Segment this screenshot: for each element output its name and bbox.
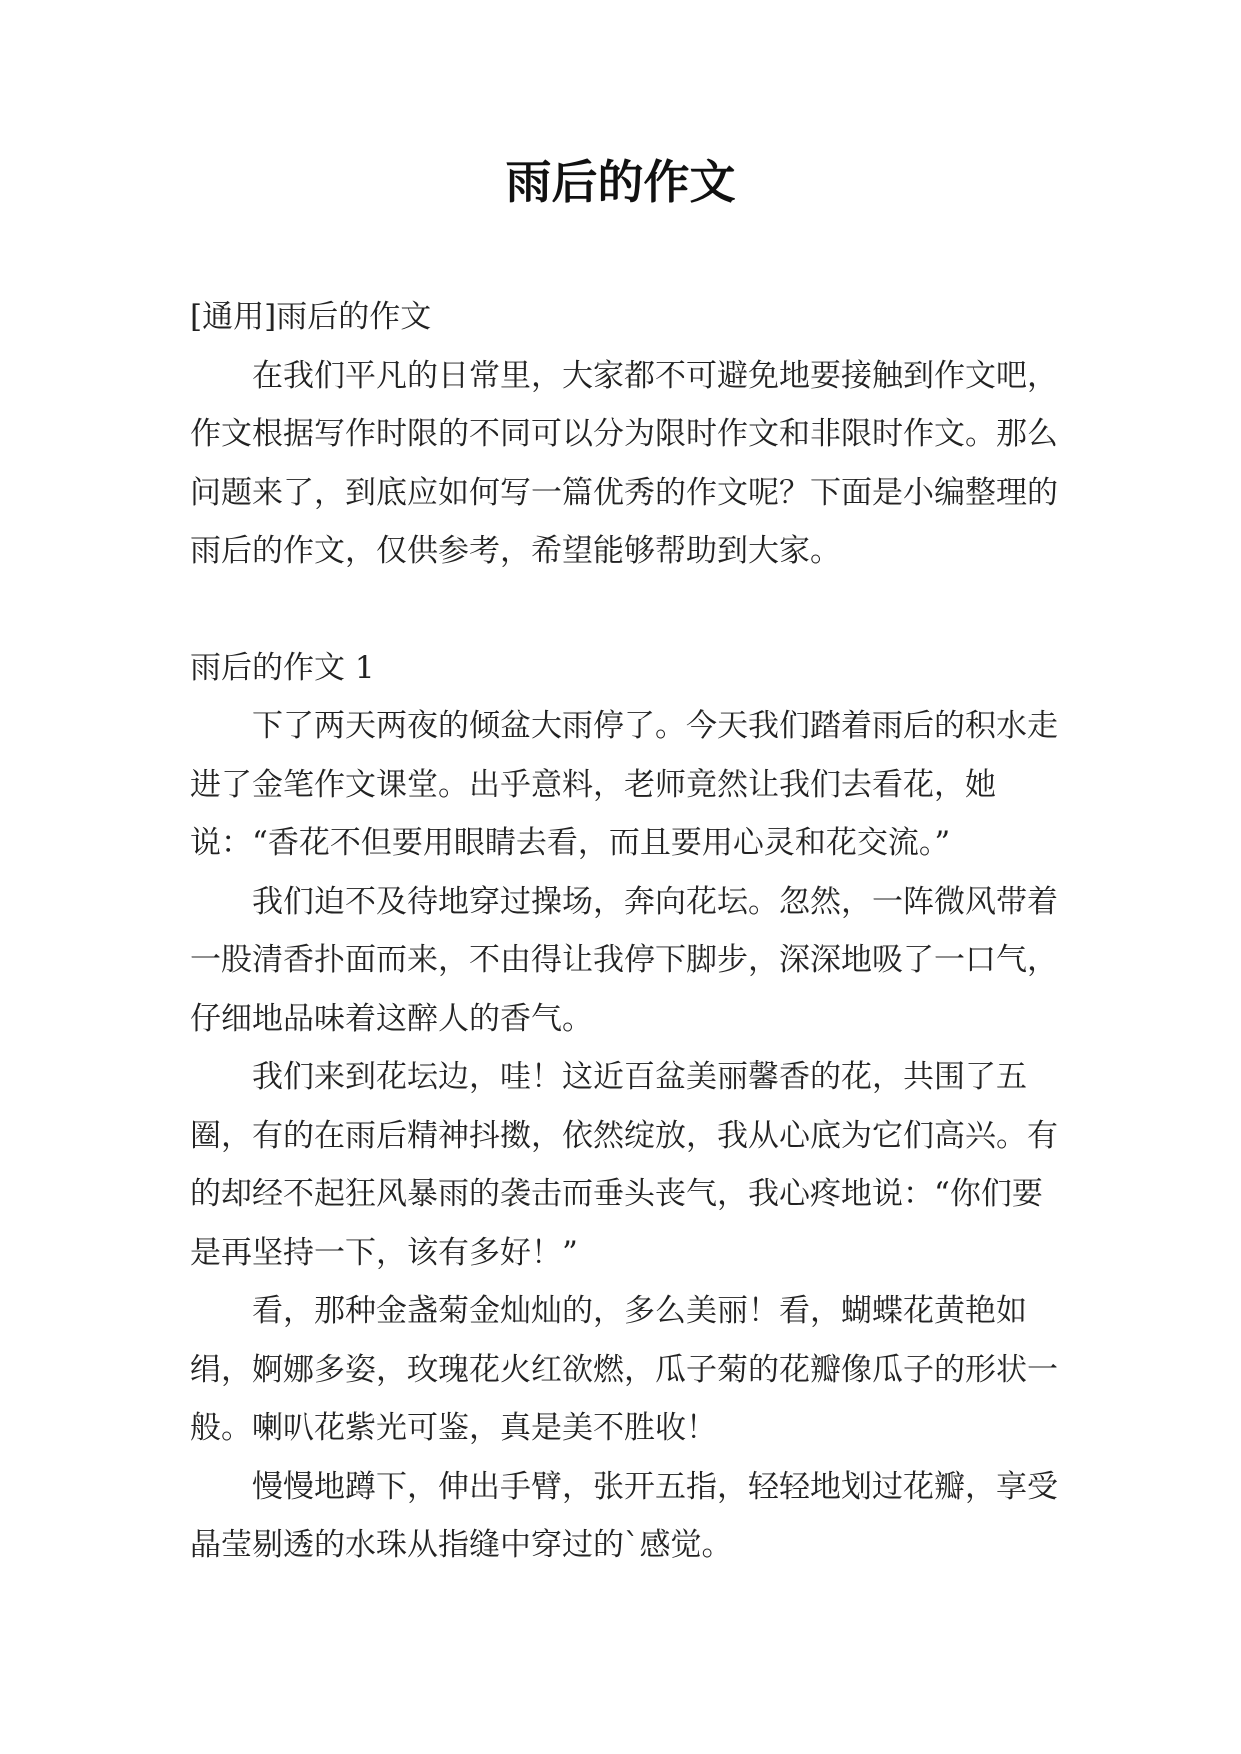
- body-paragraph: 我们迫不及待地穿过操场，奔向花坛。忽然，一阵微风带着一股清香扑面而来，不由得让我停下脚步，深深地吸了一口气，仔细地品味着这醉人的香气。: [190, 883, 1058, 1037]
- body-paragraph: 下了两天两夜的倾盆大雨停了。今天我们踏着雨后的积水走进了金笔作文课堂。出乎意料，老师竟然让我们去看花，她说：“香花不但要用眼睛去看，而且要用心灵和花交流。”: [190, 708, 1058, 861]
- document-title: 雨后的作文: [505, 155, 736, 209]
- document-body: [190, 288, 1060, 1575]
- section-heading: 雨后的作文 1: [190, 649, 375, 686]
- document-subtitle: [通用]雨后的作文: [190, 299, 432, 335]
- body-paragraph: 我们来到花坛边，哇！这近百盆美丽馨香的花，共围了五圈，有的在雨后精神抖擞，依然绽放，我从心底为它们高兴。有的却经不起狂风暴雨的袭击而垂头丧气，我心疼地说：“你们要是再坚持一下，该有多好！”: [190, 1059, 1058, 1271]
- body-paragraph: 慢慢地蹲下，伸出手臂，张开五指，轻轻地划过花瓣，享受晶莹剔透的水珠从指缝中穿过的`感觉。: [190, 1468, 1058, 1563]
- intro-paragraph: 在我们平凡的日常里，大家都不可避免地要接触到作文吧，作文根据写作时限的不同可以分为限时作文和非限时作文。那么问题来了，到底应如何写一篇优秀的作文呢？下面是小编整理的雨后的作文，仅供参考，希望能够帮助到大家。: [190, 357, 1058, 569]
- body-paragraph: 看，那种金盏菊金灿灿的，多么美丽！看，蝴蝶花黄艳如绢，婀娜多姿，玫瑰花火红欲燃，瓜子菊的花瓣像瓜子的形状一般。喇叭花紫光可鉴，真是美不胜收！: [190, 1293, 1058, 1446]
